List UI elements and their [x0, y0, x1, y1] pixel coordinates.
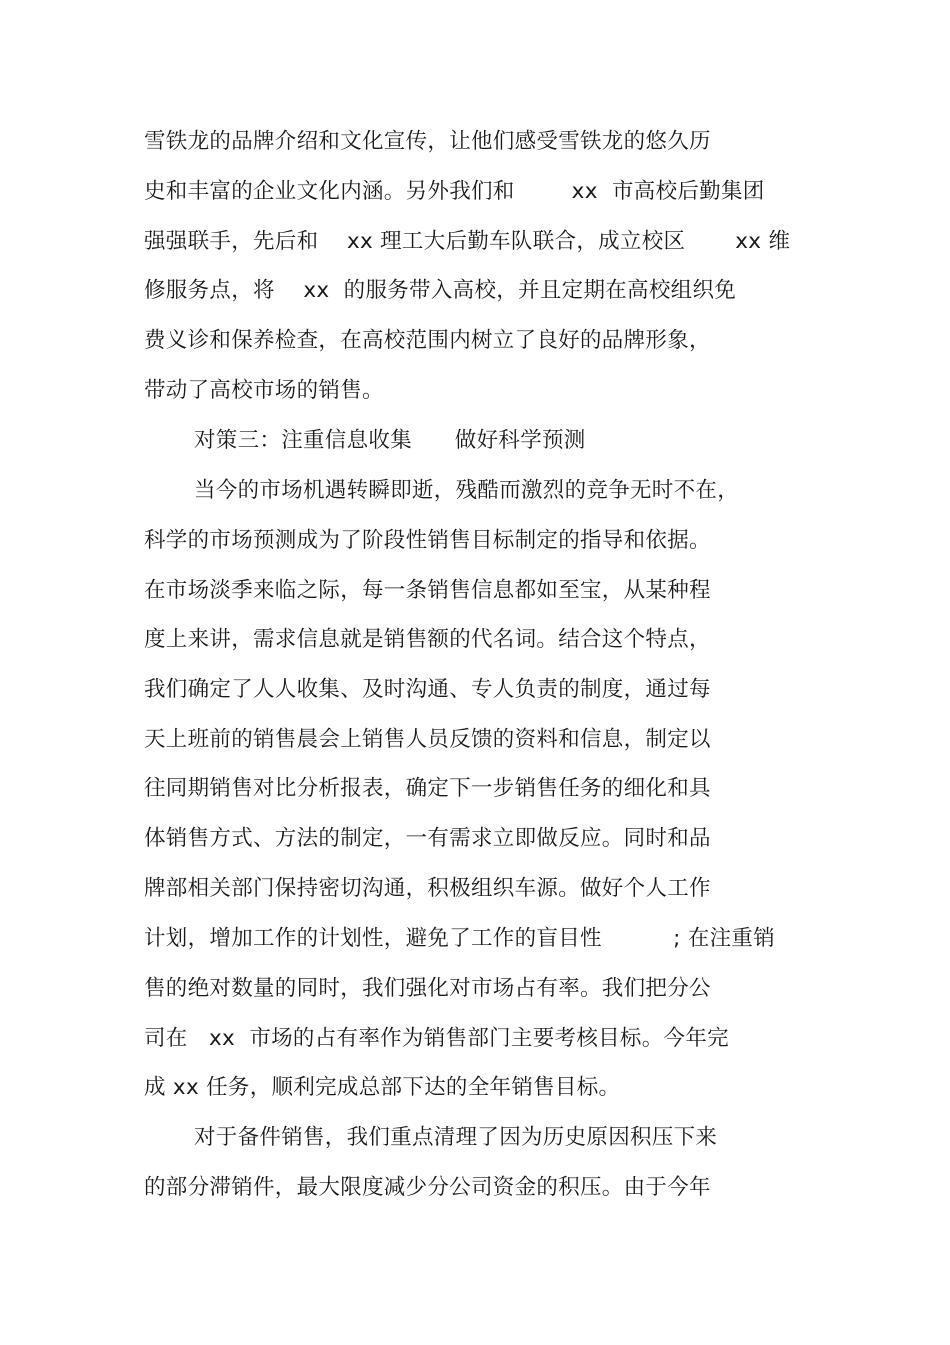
paragraph-start: 当今的市场机遇转瞬即逝，残酷而激烈的竞争无时不在， [194, 478, 740, 503]
text-line: 在市场淡季来临之际，每一条销售信息都如至宝，从某种程 [144, 578, 711, 603]
text-line: 司在 xx 市场的占有率作为销售部门主要考核目标。今年完 [144, 1026, 729, 1051]
text-line: 带动了高校市场的销售。 [144, 378, 384, 403]
text-line: 度上来讲，需求信息就是销售额的代名词。结合这个特点， [144, 627, 711, 652]
text-line: 成 xx 任务，顺利完成总部下达的全年销售目标。 [144, 1075, 621, 1100]
text-line: 往同期销售对比分析报表，确定下一步销售任务的细化和具 [144, 776, 711, 801]
text-line: 我们确定了人人收集、及时沟通、专人负责的制度，通过每 [144, 677, 711, 702]
text-line: 强强联手，先后和 xx 理工大后勤车队联合，成立校区 xx 维 [144, 229, 791, 254]
section-heading: 对策三：注重信息收集 做好科学预测 [194, 428, 586, 453]
text-line: 修服务点，将 xx 的服务带入高校，并且定期在高校组织免 [144, 278, 737, 303]
text-line: 的部分滞销件，最大限度减少分公司资金的积压。由于今年 [144, 1175, 711, 1200]
text-line: 费义诊和保养检查，在高校范围内树立了良好的品牌形象， [144, 328, 711, 353]
text-line: 科学的市场预测成为了阶段性销售目标制定的指导和依据。 [144, 528, 711, 553]
text-line: 天上班前的销售晨会上销售人员反馈的资料和信息，制定以 [144, 727, 711, 752]
paragraph-start: 对于备件销售，我们重点清理了因为历史原因积压下来 [194, 1125, 718, 1150]
text-line: 雪铁龙的品牌介绍和文化宣传，让他们感受雪铁龙的悠久历 [144, 129, 711, 154]
text-line: 史和丰富的企业文化内涵。另外我们和 xx 市高校后勤集团 [144, 179, 765, 204]
text-line: 计划，增加工作的计划性，避免了工作的盲目性 ; 在注重销 [144, 926, 776, 951]
text-line: 售的绝对数量的同时，我们强化对市场占有率。我们把分公 [144, 976, 711, 1001]
text-line: 牌部相关部门保持密切沟通，积极组织车源。做好个人工作 [144, 876, 711, 901]
text-line: 体销售方式、方法的制定，一有需求立即做反应。同时和品 [144, 826, 711, 851]
